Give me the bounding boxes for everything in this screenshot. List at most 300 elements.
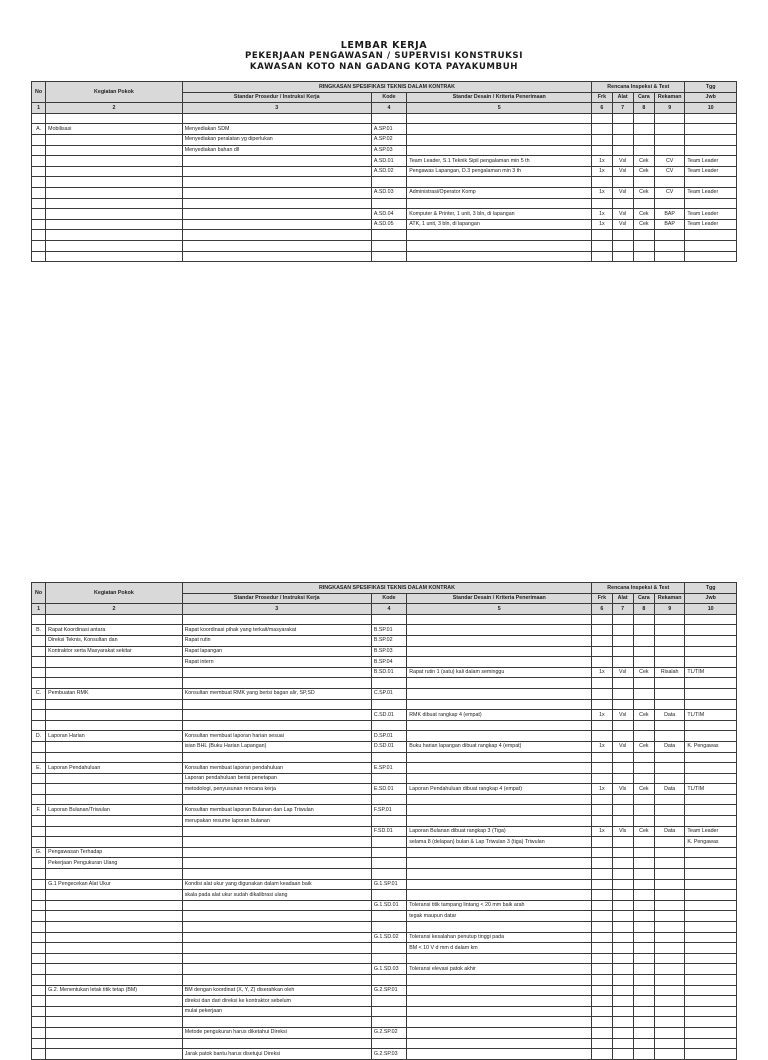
cell-tgg-jwb: Team Leader xyxy=(685,166,737,177)
cell-frk xyxy=(592,1038,612,1049)
cell-kode xyxy=(371,251,406,262)
cell-alat xyxy=(612,1017,633,1028)
cell-no xyxy=(32,209,46,220)
cell-no xyxy=(32,177,46,188)
cell-frk xyxy=(592,113,612,124)
col-number: 2 xyxy=(46,103,183,114)
cell-alat xyxy=(612,145,633,156)
col-header-alat: Alat xyxy=(612,593,633,604)
cell-frk: 1x xyxy=(592,741,612,752)
cell-kegiatan-pokok xyxy=(46,826,183,837)
cell-kode: G.2.SP.01 xyxy=(371,985,406,996)
cell-cara xyxy=(633,932,654,943)
cell-standar-prosedur xyxy=(182,752,371,763)
table-row xyxy=(32,710,737,721)
table-row xyxy=(32,124,737,135)
cell-frk xyxy=(592,837,612,848)
table-row xyxy=(32,219,737,230)
table-row xyxy=(32,134,737,145)
col-number: 9 xyxy=(654,604,684,615)
cell-rekaman xyxy=(654,240,684,251)
cell-no: E. xyxy=(32,763,46,774)
cell-frk xyxy=(592,614,612,625)
cell-tgg-jwb xyxy=(685,805,737,816)
cell-kegiatan-pokok xyxy=(46,1038,183,1049)
doc-subtitle: PEKERJAAN PENGAWASAN / SUPERVISI KONSTRUKSI xyxy=(244,51,524,61)
cell-alat: Vsl xyxy=(612,741,633,752)
cell-standar-prosedur: merupakan resume laporan bulanan xyxy=(182,816,371,827)
cell-alat xyxy=(612,731,633,742)
col-header-rekaman: Rekaman xyxy=(654,92,684,103)
cell-rekaman: CV xyxy=(654,187,684,198)
cell-alat xyxy=(612,890,633,901)
cell-tgg-jwb: TL/TIM xyxy=(685,784,737,795)
cell-standar-prosedur xyxy=(182,858,371,869)
cell-standar-desain: tegak maupun datar xyxy=(407,911,592,922)
cell-tgg-jwb xyxy=(685,1049,737,1060)
cell-standar-desain: Pengawas Lapangan, D.3 pengalaman min 3 th xyxy=(407,166,592,177)
cell-kegiatan-pokok xyxy=(46,1017,183,1028)
cell-tgg-jwb: Team Leader xyxy=(685,219,737,230)
cell-standar-prosedur xyxy=(182,932,371,943)
cell-standar-desain xyxy=(407,858,592,869)
col-number: 6 xyxy=(592,103,612,114)
cell-standar-desain xyxy=(407,890,592,901)
cell-alat: Vsl xyxy=(612,710,633,721)
cell-standar-prosedur xyxy=(182,187,371,198)
cell-no xyxy=(32,678,46,689)
cell-alat xyxy=(612,134,633,145)
cell-no xyxy=(32,1038,46,1049)
cell-kegiatan-pokok xyxy=(46,773,183,784)
cell-no xyxy=(32,1049,46,1060)
cell-alat: Vls xyxy=(612,784,633,795)
cell-alat xyxy=(612,113,633,124)
cell-standar-desain: Toleransi elevasi patok akhir xyxy=(407,964,592,975)
cell-rekaman: Risalah xyxy=(654,667,684,678)
cell-standar-prosedur xyxy=(182,177,371,188)
cell-standar-prosedur: mulai pekerjaan xyxy=(182,1006,371,1017)
cell-kode xyxy=(371,974,406,985)
cell-kegiatan-pokok xyxy=(46,943,183,954)
cell-rekaman xyxy=(654,145,684,156)
cell-cara xyxy=(633,251,654,262)
cell-kode: A.SD.05 xyxy=(371,219,406,230)
cell-kegiatan-pokok xyxy=(46,953,183,964)
cell-frk xyxy=(592,657,612,668)
cell-no xyxy=(32,752,46,763)
cell-cara xyxy=(633,773,654,784)
cell-standar-desain xyxy=(407,251,592,262)
cell-cara xyxy=(633,858,654,869)
cell-kegiatan-pokok xyxy=(46,156,183,167)
col-header-kode: Kode xyxy=(371,593,406,604)
cell-frk xyxy=(592,964,612,975)
cell-frk xyxy=(592,1006,612,1017)
cell-standar-desain xyxy=(407,763,592,774)
cell-rekaman xyxy=(654,1006,684,1017)
cell-frk xyxy=(592,251,612,262)
cell-standar-prosedur xyxy=(182,1038,371,1049)
col-header-jwb: Jwb xyxy=(685,92,737,103)
cell-cara: Cek xyxy=(633,156,654,167)
cell-cara xyxy=(633,763,654,774)
cell-no xyxy=(32,187,46,198)
cell-tgg-jwb xyxy=(685,731,737,742)
cell-cara xyxy=(633,1006,654,1017)
cell-tgg-jwb: TL/TIM xyxy=(685,710,737,721)
cell-alat xyxy=(612,614,633,625)
cell-kode xyxy=(371,794,406,805)
cell-cara xyxy=(633,953,654,964)
cell-frk xyxy=(592,1017,612,1028)
cell-standar-desain xyxy=(407,805,592,816)
cell-frk: 1x xyxy=(592,826,612,837)
cell-cara xyxy=(633,230,654,241)
cell-kegiatan-pokok xyxy=(46,794,183,805)
cell-alat xyxy=(612,943,633,954)
cell-standar-desain: Buku harian lapangan dibuat rangkap 4 (empat) xyxy=(407,741,592,752)
cell-kode: B.SP.03 xyxy=(371,646,406,657)
cell-alat xyxy=(612,657,633,668)
cell-standar-desain: Toleransi titik tampang lintang < 20 mm baik arah xyxy=(407,900,592,911)
cell-alat: Vls xyxy=(612,826,633,837)
cell-alat xyxy=(612,953,633,964)
cell-kode xyxy=(371,858,406,869)
cell-rekaman xyxy=(654,964,684,975)
cell-kegiatan-pokok xyxy=(46,1049,183,1060)
cell-cara xyxy=(633,720,654,731)
cell-rekaman xyxy=(654,134,684,145)
cell-frk xyxy=(592,1049,612,1060)
cell-frk xyxy=(592,731,612,742)
table-row xyxy=(32,720,737,731)
table-row xyxy=(32,635,737,646)
cell-frk xyxy=(592,847,612,858)
cell-kegiatan-pokok xyxy=(46,145,183,156)
cell-rekaman xyxy=(654,847,684,858)
table-row xyxy=(32,657,737,668)
cell-frk: 1x xyxy=(592,187,612,198)
cell-standar-prosedur xyxy=(182,667,371,678)
table-row xyxy=(32,763,737,774)
table-row xyxy=(32,911,737,922)
cell-alat xyxy=(612,240,633,251)
col-header-kode: Kode xyxy=(371,92,406,103)
cell-kode xyxy=(371,177,406,188)
cell-no xyxy=(32,614,46,625)
cell-tgg-jwb xyxy=(685,922,737,933)
cell-frk xyxy=(592,805,612,816)
cell-cara xyxy=(633,657,654,668)
cell-rekaman xyxy=(654,720,684,731)
cell-standar-prosedur xyxy=(182,974,371,985)
cell-kegiatan-pokok xyxy=(46,922,183,933)
cell-standar-prosedur xyxy=(182,943,371,954)
cell-tgg-jwb xyxy=(685,678,737,689)
cell-kode: A.SP.02 xyxy=(371,134,406,145)
cell-rekaman xyxy=(654,985,684,996)
col-number: 1 xyxy=(32,604,46,615)
cell-alat xyxy=(612,847,633,858)
cell-standar-desain xyxy=(407,1017,592,1028)
cell-standar-desain xyxy=(407,816,592,827)
cell-alat xyxy=(612,1038,633,1049)
cell-kode: D.SD.01 xyxy=(371,741,406,752)
col-header-frk: Frk xyxy=(592,593,612,604)
cell-standar-prosedur: Konsultan membuat RMK yang berisi bagan alir, SP,SD xyxy=(182,688,371,699)
cell-no xyxy=(32,943,46,954)
cell-rekaman xyxy=(654,635,684,646)
cell-rekaman xyxy=(654,113,684,124)
cell-kode xyxy=(371,752,406,763)
cell-kode: G.2.SP.02 xyxy=(371,1027,406,1038)
cell-kegiatan-pokok xyxy=(46,932,183,943)
cell-tgg-jwb xyxy=(685,816,737,827)
cell-no xyxy=(32,900,46,911)
cell-no xyxy=(32,230,46,241)
col-number: 5 xyxy=(407,103,592,114)
col-number: 10 xyxy=(685,103,737,114)
cell-kegiatan-pokok xyxy=(46,667,183,678)
cell-kegiatan-pokok xyxy=(46,996,183,1007)
cell-standar-desain: ATK, 1 unit, 3 bln, di lapangan xyxy=(407,219,592,230)
table-row xyxy=(32,156,737,167)
col-number: 9 xyxy=(654,103,684,114)
table-row xyxy=(32,741,737,752)
cell-alat xyxy=(612,1006,633,1017)
cell-kode: C.SD.01 xyxy=(371,710,406,721)
cell-rekaman xyxy=(654,688,684,699)
col-header-alat: Alat xyxy=(612,92,633,103)
cell-no xyxy=(32,646,46,657)
cell-tgg-jwb xyxy=(685,699,737,710)
cell-rekaman xyxy=(654,251,684,262)
cell-standar-prosedur: Rapat rutin xyxy=(182,635,371,646)
table-row xyxy=(32,230,737,241)
cell-kegiatan-pokok xyxy=(46,657,183,668)
cell-kegiatan-pokok xyxy=(46,678,183,689)
cell-kode xyxy=(371,816,406,827)
cell-no xyxy=(32,166,46,177)
cell-kegiatan-pokok xyxy=(46,1027,183,1038)
cell-standar-prosedur: Jarak patok bantu harus disetujui Direksi xyxy=(182,1049,371,1060)
cell-rekaman xyxy=(654,124,684,135)
cell-cara xyxy=(633,198,654,209)
table-row xyxy=(32,177,737,188)
cell-cara xyxy=(633,837,654,848)
cell-kegiatan-pokok xyxy=(46,911,183,922)
cell-kegiatan-pokok: Pekerjaan Pengukuran Ulang xyxy=(46,858,183,869)
cell-frk xyxy=(592,720,612,731)
cell-alat xyxy=(612,996,633,1007)
cell-alat xyxy=(612,124,633,135)
cell-standar-desain: Administrasi/Operator Komp xyxy=(407,187,592,198)
col-header-rencana-inspeksi: Rencana Inspeksi & Test xyxy=(592,583,685,594)
worksheet-table-2 xyxy=(31,582,737,1060)
doc-location: KAWASAN KOTO NAN GADANG KOTA PAYAKUMBUH xyxy=(249,62,519,72)
cell-alat xyxy=(612,911,633,922)
table-row xyxy=(32,985,737,996)
cell-tgg-jwb xyxy=(685,974,737,985)
cell-no xyxy=(32,667,46,678)
cell-cara xyxy=(633,985,654,996)
worksheet-table-1 xyxy=(31,81,737,262)
cell-standar-prosedur: Konsultan membuat laporan pendahuluan xyxy=(182,763,371,774)
cell-kode: C.SP.01 xyxy=(371,688,406,699)
table-row xyxy=(32,678,737,689)
cell-kegiatan-pokok xyxy=(46,187,183,198)
cell-standar-desain xyxy=(407,974,592,985)
cell-kegiatan-pokok xyxy=(46,900,183,911)
cell-standar-desain xyxy=(407,847,592,858)
cell-alat xyxy=(612,1049,633,1060)
cell-frk xyxy=(592,816,612,827)
cell-no xyxy=(32,1006,46,1017)
table-row xyxy=(32,773,737,784)
cell-standar-desain xyxy=(407,1027,592,1038)
cell-alat xyxy=(612,678,633,689)
cell-alat xyxy=(612,752,633,763)
cell-standar-desain xyxy=(407,625,592,636)
cell-tgg-jwb xyxy=(685,635,737,646)
cell-frk xyxy=(592,678,612,689)
table-row xyxy=(32,869,737,880)
cell-no: C. xyxy=(32,688,46,699)
cell-standar-prosedur: skala pada alat ukur sudah dikalibrasi ulang xyxy=(182,890,371,901)
cell-cara xyxy=(633,625,654,636)
cell-tgg-jwb: TL/TIM xyxy=(685,667,737,678)
col-header-kegiatan-pokok: Kegiatan Pokok xyxy=(46,583,183,604)
col-number: 1 xyxy=(32,103,46,114)
cell-kode: B.SP.04 xyxy=(371,657,406,668)
cell-kode xyxy=(371,240,406,251)
cell-cara xyxy=(633,752,654,763)
cell-frk xyxy=(592,773,612,784)
table-row xyxy=(32,166,737,177)
cell-kode: F.SP.01 xyxy=(371,805,406,816)
cell-kegiatan-pokok: Direksi Teknis, Konsultan dan xyxy=(46,635,183,646)
cell-alat xyxy=(612,198,633,209)
cell-no xyxy=(32,911,46,922)
cell-standar-prosedur xyxy=(182,219,371,230)
cell-no xyxy=(32,996,46,1007)
cell-kegiatan-pokok xyxy=(46,890,183,901)
cell-frk xyxy=(592,869,612,880)
cell-kegiatan-pokok: Laporan Bulanan/Triwulan xyxy=(46,805,183,816)
column-number-row xyxy=(32,103,737,114)
table-row xyxy=(32,240,737,251)
cell-kegiatan-pokok xyxy=(46,230,183,241)
cell-tgg-jwb xyxy=(685,198,737,209)
cell-rekaman xyxy=(654,1038,684,1049)
cell-kode xyxy=(371,720,406,731)
table-row xyxy=(32,699,737,710)
cell-kegiatan-pokok xyxy=(46,869,183,880)
cell-standar-desain: Rapat rutin 1 (satu) kali dalam seminggu xyxy=(407,667,592,678)
cell-frk xyxy=(592,794,612,805)
cell-standar-desain xyxy=(407,1049,592,1060)
cell-standar-desain xyxy=(407,177,592,188)
cell-standar-desain xyxy=(407,953,592,964)
cell-kode xyxy=(371,1017,406,1028)
cell-standar-prosedur xyxy=(182,209,371,220)
cell-no xyxy=(32,134,46,145)
cell-alat xyxy=(612,794,633,805)
cell-frk: 1x xyxy=(592,209,612,220)
cell-kode xyxy=(371,922,406,933)
cell-standar-desain xyxy=(407,134,592,145)
cell-frk xyxy=(592,625,612,636)
cell-standar-prosedur xyxy=(182,869,371,880)
cell-standar-desain: BM < 10 V d mm d dalam km xyxy=(407,943,592,954)
cell-standar-desain xyxy=(407,230,592,241)
cell-standar-prosedur: metodologi, penyusunan rencana kerja xyxy=(182,784,371,795)
cell-alat xyxy=(612,251,633,262)
cell-cara xyxy=(633,614,654,625)
col-number: 8 xyxy=(633,604,654,615)
cell-kode: D.SP.01 xyxy=(371,731,406,742)
cell-cara xyxy=(633,678,654,689)
cell-kode xyxy=(371,837,406,848)
table-row xyxy=(32,145,737,156)
cell-standar-desain xyxy=(407,794,592,805)
cell-rekaman: Data xyxy=(654,710,684,721)
cell-no xyxy=(32,953,46,964)
cell-alat xyxy=(612,974,633,985)
col-header-no: No xyxy=(32,82,46,103)
table-row xyxy=(32,1038,737,1049)
table-row xyxy=(32,996,737,1007)
col-number: 4 xyxy=(371,604,406,615)
cell-kode: B.SD.01 xyxy=(371,667,406,678)
cell-kode xyxy=(371,230,406,241)
cell-kode xyxy=(371,996,406,1007)
cell-tgg-jwb xyxy=(685,124,737,135)
cell-kegiatan-pokok xyxy=(46,752,183,763)
cell-cara xyxy=(633,1017,654,1028)
cell-alat xyxy=(612,720,633,731)
cell-tgg-jwb xyxy=(685,625,737,636)
cell-standar-desain xyxy=(407,145,592,156)
cell-standar-prosedur: Metode pengukuran harus diketahui Direksi xyxy=(182,1027,371,1038)
cell-standar-prosedur xyxy=(182,230,371,241)
table-row xyxy=(32,667,737,678)
cell-no: A. xyxy=(32,124,46,135)
table-row xyxy=(32,1049,737,1060)
cell-kode xyxy=(371,890,406,901)
cell-cara xyxy=(633,943,654,954)
cell-standar-desain xyxy=(407,1006,592,1017)
cell-standar-prosedur xyxy=(182,847,371,858)
cell-standar-prosedur xyxy=(182,794,371,805)
cell-alat: Vsl xyxy=(612,209,633,220)
cell-tgg-jwb xyxy=(685,763,737,774)
cell-standar-desain xyxy=(407,699,592,710)
cell-no xyxy=(32,219,46,230)
cell-alat xyxy=(612,773,633,784)
cell-kode: A.SD.02 xyxy=(371,166,406,177)
cell-cara xyxy=(633,145,654,156)
cell-standar-prosedur xyxy=(182,826,371,837)
cell-cara xyxy=(633,974,654,985)
cell-standar-desain xyxy=(407,124,592,135)
cell-rekaman xyxy=(654,731,684,742)
cell-no xyxy=(32,657,46,668)
cell-standar-desain xyxy=(407,879,592,890)
table-row xyxy=(32,922,737,933)
cell-alat xyxy=(612,879,633,890)
